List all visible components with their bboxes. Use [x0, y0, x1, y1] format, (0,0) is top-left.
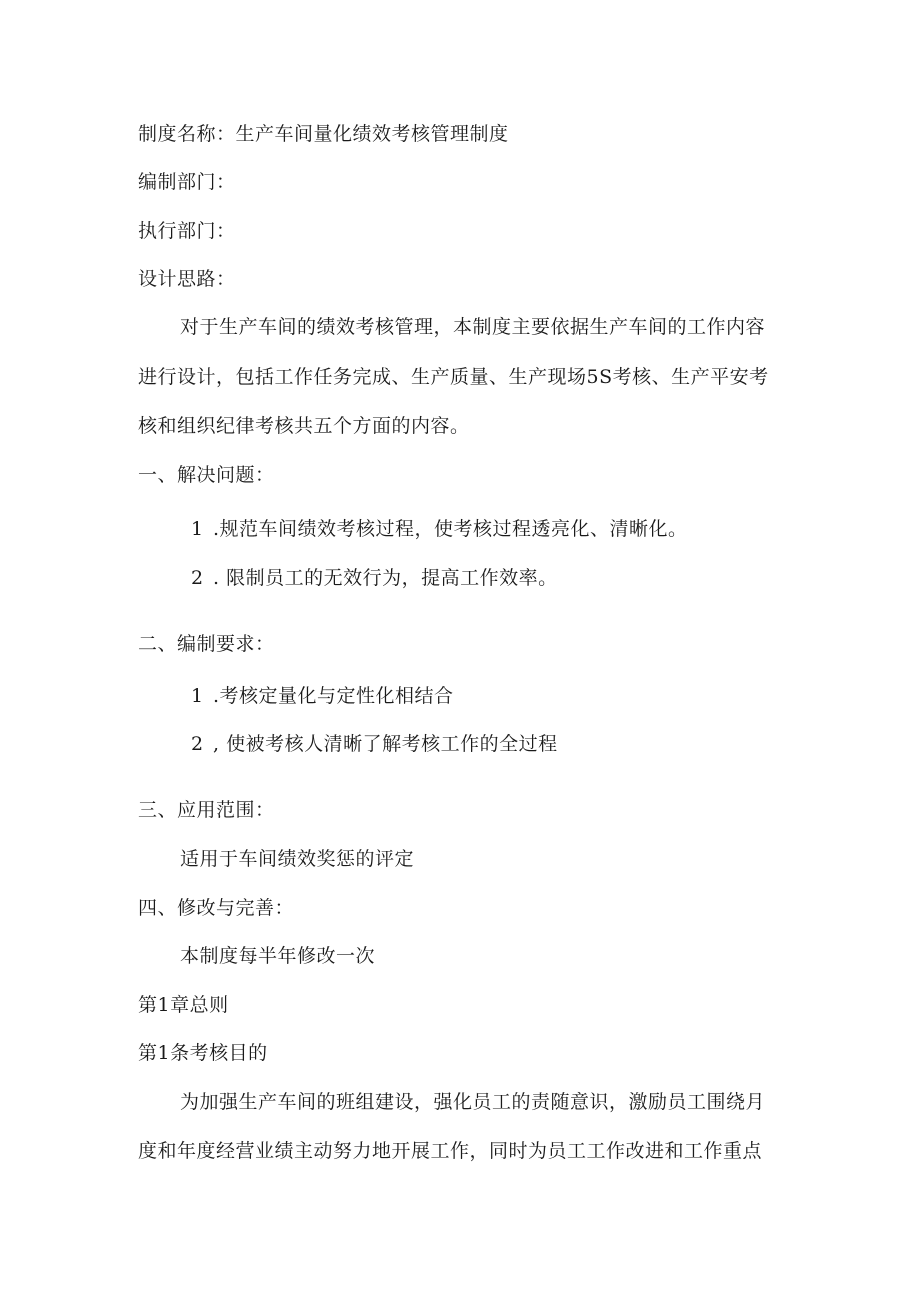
item-text: . 限制员工的无效行为，提高工作效率。 — [213, 567, 558, 589]
section-4-heading: 四、修改与完善： — [138, 897, 295, 919]
exec-dept-line: 执行部门： — [138, 220, 236, 242]
design-para-line-3: 核和组织纪律考核共五个方面的内容。 — [138, 415, 470, 437]
item-text: , 使被考核人清晰了解考核工作的全过程 — [213, 733, 558, 755]
item-text: .规范车间绩效考核过程，使考核过程透亮化、清晰化。 — [213, 518, 688, 540]
article-para-line-1: 为加强生产车间的班组建设，强化员工的责随意识，激励员工围绕月 — [180, 1091, 766, 1113]
section-1-heading: 一、解决问题： — [138, 464, 275, 486]
item-number: 1 — [191, 685, 204, 707]
item-number: 1 — [191, 518, 204, 540]
section-2-item-2 — [191, 732, 558, 756]
section-3-heading: 三、应用范围： — [138, 799, 275, 821]
item-text: .考核定量化与定性化相结合 — [213, 685, 454, 707]
section-2-heading: 二、编制要求： — [138, 633, 275, 655]
design-para-line-1: 对于生产车间的绩效考核管理，本制度主要依据生产车间的工作内容 — [180, 316, 766, 338]
item-number: 2 — [191, 733, 204, 755]
system-name-line: 制度名称：生产车间量化绩效考核管理制度 — [138, 123, 509, 145]
section-2-item-1 — [191, 684, 454, 708]
design-heading: 设计思路： — [138, 268, 236, 290]
compile-dept-line: 编制部门： — [138, 171, 236, 193]
chapter-title: 第1章总则 — [138, 994, 229, 1016]
item-number: 2 — [191, 567, 204, 589]
section-1-item-2 — [191, 566, 558, 590]
design-para-line-2: 进行设计，包括工作任务完成、生产质量、生产现场5S考核、生产平安考 — [138, 366, 769, 388]
article-title: 第1条考核目的 — [138, 1042, 268, 1064]
section-1-item-1 — [191, 517, 688, 541]
section-4-body: 本制度每半年修改一次 — [180, 945, 376, 967]
section-3-body: 适用于车间绩效奖惩的评定 — [180, 848, 415, 870]
article-para-line-2: 度和年度经营业绩主动努力地开展工作，同时为员工工作改进和工作重点 — [138, 1140, 763, 1162]
